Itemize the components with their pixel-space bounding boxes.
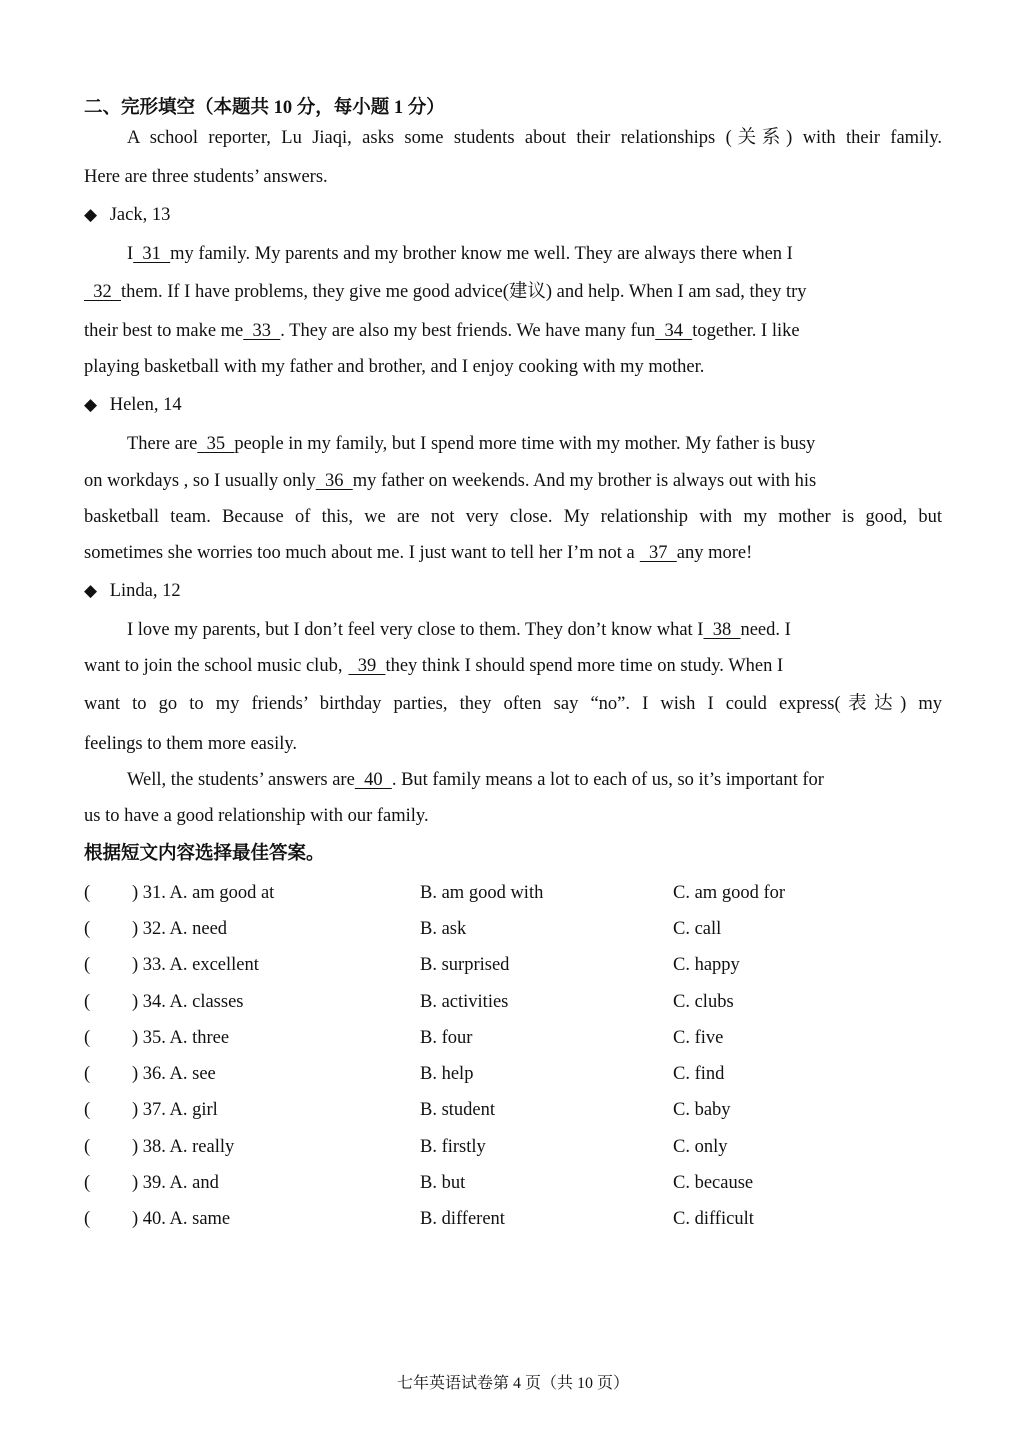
question-31-option-a: ) 31. A. am good at — [132, 883, 275, 903]
question-38-option-b: B. firstly — [420, 1137, 486, 1157]
question-38-option-a: ) 38. A. really — [132, 1137, 235, 1157]
text: I — [127, 244, 134, 264]
linda-line-2 — [84, 655, 942, 677]
question-35-option-b: B. four — [420, 1028, 473, 1048]
blank-37: 37 — [639, 543, 677, 563]
text: on workdays , so I usually only — [84, 471, 316, 491]
question-36-option-a: ) 36. A. see — [132, 1064, 216, 1084]
question-40-option-b: B. different — [420, 1209, 505, 1229]
question-37-option-c: C. baby — [673, 1100, 731, 1120]
text: want to join the school music club, — [84, 656, 343, 676]
blank-40: 40 — [354, 770, 392, 790]
blank-32: 32 — [84, 282, 121, 302]
linda-line-1 — [127, 619, 942, 641]
question-34-option-b: B. activities — [420, 992, 509, 1012]
diamond-bullet-icon: ◆ — [84, 581, 98, 601]
speaker-label: Helen, 14 — [109, 395, 182, 415]
instruction: 根据短文内容选择最佳答案。 — [84, 844, 325, 864]
text: my family. My parents and my brother know me well. They are always there when I — [170, 244, 793, 264]
blank-31: 31 — [133, 244, 171, 264]
question-34-option-c: C. clubs — [673, 992, 734, 1012]
diamond-bullet-icon: ◆ — [84, 395, 98, 415]
page-footer: 七年英语试卷第 4 页（共 10 页） — [396, 1375, 629, 1392]
question-32-option-b: B. ask — [420, 919, 467, 939]
question-34-option-a: ) 34. A. classes — [132, 992, 244, 1012]
question-36-option-c: C. find — [673, 1064, 725, 1084]
question-33-option-c: C. happy — [673, 955, 740, 975]
answer-paren[interactable]: ( — [84, 955, 91, 975]
jack-line-2 — [84, 281, 942, 303]
blank-35: 35 — [197, 434, 235, 454]
answer-paren[interactable]: ( — [84, 883, 91, 903]
speaker-jack — [84, 204, 942, 226]
question-32-option-a: ) 32. A. need — [132, 919, 228, 939]
blank-33: 33 — [243, 321, 281, 341]
helen-line-3: basketball team. Because of this, we are not very close. My relationship with my mother is good, but — [84, 507, 942, 527]
text: . But family means a lot to each of us, so it’s important for — [391, 770, 824, 790]
question-39-option-b: B. but — [420, 1173, 466, 1193]
blank-39: 39 — [348, 656, 386, 676]
question-33-option-b: B. surprised — [420, 955, 510, 975]
question-32-option-c: C. call — [673, 919, 722, 939]
helen-line-4 — [84, 542, 942, 564]
question-37-option-b: B. student — [420, 1100, 496, 1120]
question-31-option-c: C. am good for — [673, 883, 786, 903]
speaker-label: Linda, 12 — [109, 581, 181, 601]
diamond-bullet-icon: ◆ — [84, 205, 98, 225]
answer-paren[interactable]: ( — [84, 1173, 91, 1193]
blank-38: 38 — [703, 620, 741, 640]
jack-line-1 — [127, 243, 942, 265]
answer-paren[interactable]: ( — [84, 919, 91, 939]
text: There are — [127, 434, 198, 454]
answer-paren[interactable]: ( — [84, 1064, 91, 1084]
question-39-option-a: ) 39. A. and — [132, 1173, 219, 1193]
question-36-option-b: B. help — [420, 1064, 474, 1084]
speaker-helen — [84, 394, 942, 416]
question-33-option-a: ) 33. A. excellent — [132, 955, 259, 975]
answer-paren[interactable]: ( — [84, 1137, 91, 1157]
section-title: 二、完形填空（本题共 10 分，每小题 1 分） — [84, 98, 445, 118]
question-38-option-c: C. only — [673, 1137, 728, 1157]
question-35-option-c: C. five — [673, 1028, 724, 1048]
text: them. If I have problems, they give me good advice(建议) and help. When I am sad, they try — [121, 282, 807, 302]
speaker-label: Jack, 13 — [109, 205, 171, 225]
text: my father on weekends. And my brother is always out with his — [352, 471, 817, 491]
question-35-option-a: ) 35. A. three — [132, 1028, 230, 1048]
jack-line-4: playing basketball with my father and brother, and I enjoy cooking with my mother. — [84, 357, 705, 377]
answer-paren[interactable]: ( — [84, 1100, 91, 1120]
text: their best to make me — [84, 321, 244, 341]
text: people in my family, but I spend more time with my mother. My father is busy — [234, 434, 816, 454]
blank-36: 36 — [315, 471, 353, 491]
helen-line-2 — [84, 470, 942, 492]
linda-line-3: want to go to my friends’ birthday parties, they often say “no”. I wish I could express(表达) my — [84, 694, 942, 714]
text: they think I should spend more time on study. When I — [385, 656, 784, 676]
answer-paren[interactable]: ( — [84, 992, 91, 1012]
blank-34: 34 — [655, 321, 693, 341]
question-37-option-a: ) 37. A. girl — [132, 1100, 218, 1120]
text: I love my parents, but I don’t feel very close to them. They don’t know what I — [127, 620, 704, 640]
text: any more! — [676, 543, 753, 563]
text: Well, the students’ answers are — [127, 770, 355, 790]
text: sometimes she worries too much about me. I just want to tell her I’m not a — [84, 543, 635, 563]
intro-line-1: A school reporter, Lu Jiaqi, asks some students about their relationships (关系) with their family. — [127, 128, 942, 148]
helen-line-1 — [127, 433, 942, 455]
text: need. I — [740, 620, 791, 640]
speaker-linda — [84, 580, 942, 602]
question-31-option-b: B. am good with — [420, 883, 544, 903]
answer-paren[interactable]: ( — [84, 1209, 91, 1229]
answer-paren[interactable]: ( — [84, 1028, 91, 1048]
text: together. I like — [692, 321, 800, 341]
question-40-option-c: C. difficult — [673, 1209, 754, 1229]
jack-line-3 — [84, 320, 942, 342]
question-40-option-a: ) 40. A. same — [132, 1209, 231, 1229]
closing-line-2: us to have a good relationship with our family. — [84, 806, 429, 826]
intro-line-2: Here are three students’ answers. — [84, 167, 328, 187]
linda-line-4: feelings to them more easily. — [84, 734, 298, 754]
question-39-option-c: C. because — [673, 1173, 754, 1193]
closing-line-1 — [127, 769, 942, 791]
text: . They are also my best friends. We have many fun — [280, 321, 656, 341]
